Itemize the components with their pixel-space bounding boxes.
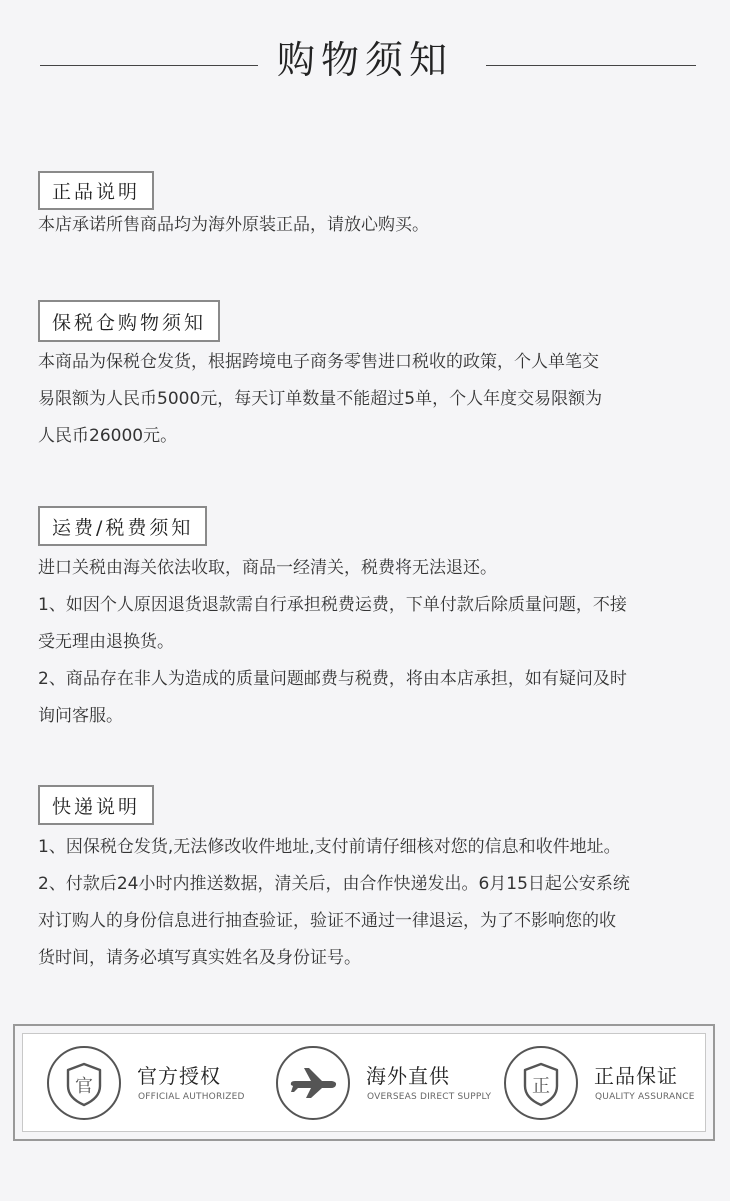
page-title: 购物须知 — [276, 38, 453, 82]
text-line: 询问客服。 — [38, 706, 123, 726]
text-line: 易限额为人民币5000元，每天订单数量不能超过5单，个人年度交易限额为 — [38, 389, 603, 409]
badge-title: 官方授权 — [137, 1064, 221, 1088]
section-body — [38, 825, 718, 977]
guarantee-banner-inner — [22, 1033, 706, 1132]
text-line: 本商品为保税仓发货，根据跨境电子商务零售进口税收的政策，个人单笔交 — [38, 352, 599, 372]
badge-subtitle: OFFICIAL AUTHORIZED — [138, 1092, 245, 1102]
section-bonded-warehouse — [38, 300, 718, 455]
text-line: 人民币26000元。 — [38, 426, 178, 446]
text-line: 1、如因个人原因退货退款需自行承担税费运费，下单付款后除质量问题，不接 — [38, 595, 627, 615]
shield-glyph: 正 — [532, 1076, 550, 1097]
section-heading: 运费/税费须知 — [38, 506, 207, 546]
text-line: 2、付款后24小时内推送数据，清关后，由合作快递发出。6月15日起公安系统 — [38, 874, 630, 894]
official-shield-icon — [47, 1046, 121, 1120]
section-body — [38, 546, 718, 735]
text-line: 货时间，请务必填写真实姓名及身份证号。 — [38, 948, 361, 968]
shield-glyph: 官 — [75, 1076, 93, 1097]
text-line: 对订购人的身份信息进行抽查验证，验证不通过一律退运，为了不影响您的收 — [38, 911, 616, 931]
genuine-shield-icon — [504, 1046, 578, 1120]
badge-title: 海外直供 — [366, 1064, 450, 1088]
section-heading: 快递说明 — [38, 785, 154, 825]
text-line: 本店承诺所售商品均为海外原装正品，请放心购买。 — [38, 215, 429, 235]
airplane-icon — [276, 1046, 350, 1120]
badge-title: 正品保证 — [594, 1064, 678, 1088]
section-delivery — [38, 785, 718, 977]
section-heading: 正品说明 — [38, 171, 154, 210]
section-heading: 保税仓购物须知 — [38, 300, 220, 342]
guarantee-banner — [13, 1024, 715, 1141]
section-body — [38, 342, 718, 455]
section-shipping-tax — [38, 506, 718, 735]
badge-subtitle: OVERSEAS DIRECT SUPPLY — [367, 1092, 492, 1102]
text-line: 2、商品存在非人为造成的质量问题邮费与税费，将由本店承担，如有疑问及时 — [38, 669, 627, 689]
badge-subtitle: QUALITY ASSURANCE — [595, 1092, 695, 1102]
text-line: 1、因保税仓发货,无法修改收件地址,支付前请仔细核对您的信息和收件地址。 — [38, 837, 621, 857]
page-header — [0, 36, 730, 86]
section-body — [38, 207, 718, 244]
text-line: 进口关税由海关依法收取，商品一经清关，税费将无法退还。 — [38, 558, 497, 578]
section-genuine — [38, 171, 718, 244]
header-divider-right — [486, 65, 696, 66]
text-line: 受无理由退换货。 — [38, 632, 174, 652]
